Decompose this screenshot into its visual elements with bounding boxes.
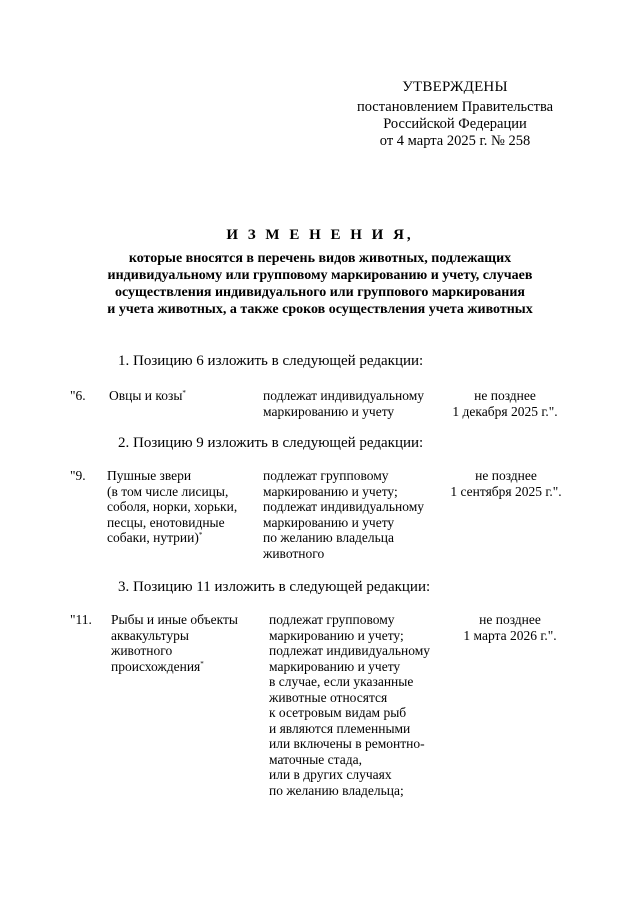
approval-heading: УТВЕРЖДЕНЫ [402, 79, 508, 95]
marking-description [263, 388, 424, 419]
desc-line: маркированию и учету; [263, 483, 398, 499]
term-line: 1 сентября 2025 г.". [450, 483, 562, 499]
term-line: 1 марта 2026 г.". [463, 627, 557, 643]
subtitle-line: индивидуальному или групповому маркированию и учету, случаев [107, 268, 533, 283]
footnote-mark: * [198, 531, 203, 539]
desc-line: маркированию и учету; [269, 627, 404, 643]
deadline [440, 388, 570, 419]
desc-line: маркированию и учету [263, 514, 395, 530]
marking-description [269, 612, 430, 798]
name-line: Овцы и козы [109, 388, 183, 403]
subtitle-line: и учета животных, а также сроков осуществления учета животных [107, 302, 533, 317]
name-line: соболя, норки, хорьки, [107, 499, 238, 514]
desc-line: подлежат групповому [263, 468, 389, 483]
footnote-mark: * [200, 659, 204, 668]
name-line: Рыбы и иные объекты [111, 612, 238, 627]
desc-line: или в других случаях [269, 767, 392, 782]
term-line: не позднее [474, 388, 536, 403]
paragraph-3: 3. Позицию 11 изложить в следующей редакции: [118, 579, 431, 595]
desc-line: и являются племенными [269, 720, 411, 736]
name-line: собаки, нутрии) [107, 530, 199, 545]
desc-line: животного [263, 545, 325, 561]
desc-line: подлежат индивидуальному [263, 499, 425, 514]
term-line: не позднее [475, 468, 537, 483]
desc-line: маркированию и учету [269, 658, 401, 674]
animal-name [111, 612, 238, 674]
subtitle-line: которые вносятся в перечень видов животных, подлежащих [128, 251, 512, 266]
name-line: песцы, енотовидные [107, 514, 225, 530]
document-subtitle [60, 250, 580, 318]
deadline [440, 612, 580, 643]
name-line: животного [111, 643, 173, 658]
footnote-mark: * [182, 389, 186, 397]
name-line: аквакультуры [111, 627, 189, 643]
name-line: происхождения [111, 658, 201, 674]
marking-description [263, 468, 424, 561]
term-line: не позднее [479, 612, 541, 627]
approval-line: от 4 марта 2025 г. № 258 [379, 133, 531, 149]
position-number: "9. [70, 468, 86, 483]
animal-name [107, 468, 237, 546]
deadline [436, 468, 576, 499]
paragraph-2: 2. Позицию 9 изложить в следующей редакции: [118, 435, 424, 451]
animal-name [109, 388, 186, 404]
name-line: Пушные звери [107, 468, 192, 483]
position-number: "11. [70, 612, 92, 627]
document-title: И З М Е Н Е Н И Я, [226, 227, 414, 243]
approval-line: постановлением Правительства [356, 99, 554, 115]
desc-line: подлежат индивидуальному [269, 643, 431, 658]
desc-line: подлежат индивидуальному [263, 388, 425, 403]
approval-block [340, 79, 570, 150]
desc-line: маточные стада, [269, 751, 362, 767]
desc-line: по желанию владельца [263, 530, 395, 545]
desc-line: по желанию владельца; [269, 782, 404, 798]
desc-line: в случае, если указанные [269, 674, 414, 689]
desc-line: к осетровым видам рыб [269, 705, 407, 720]
name-line: (в том числе лисицы, [107, 483, 229, 499]
paragraph-1: 1. Позицию 6 изложить в следующей редакции: [118, 353, 424, 369]
position-number: "6. [70, 388, 86, 403]
term-line: 1 декабря 2025 г.". [452, 403, 558, 419]
subtitle-line: осуществления индивидуального или группового маркирования [114, 285, 525, 300]
desc-line: маркированию и учету [263, 403, 395, 419]
desc-line: животные относятся [269, 689, 388, 705]
approval-line: Российской Федерации [383, 116, 527, 132]
desc-line: подлежат групповому [269, 612, 395, 627]
desc-line: или включены в ремонтно- [269, 736, 425, 751]
